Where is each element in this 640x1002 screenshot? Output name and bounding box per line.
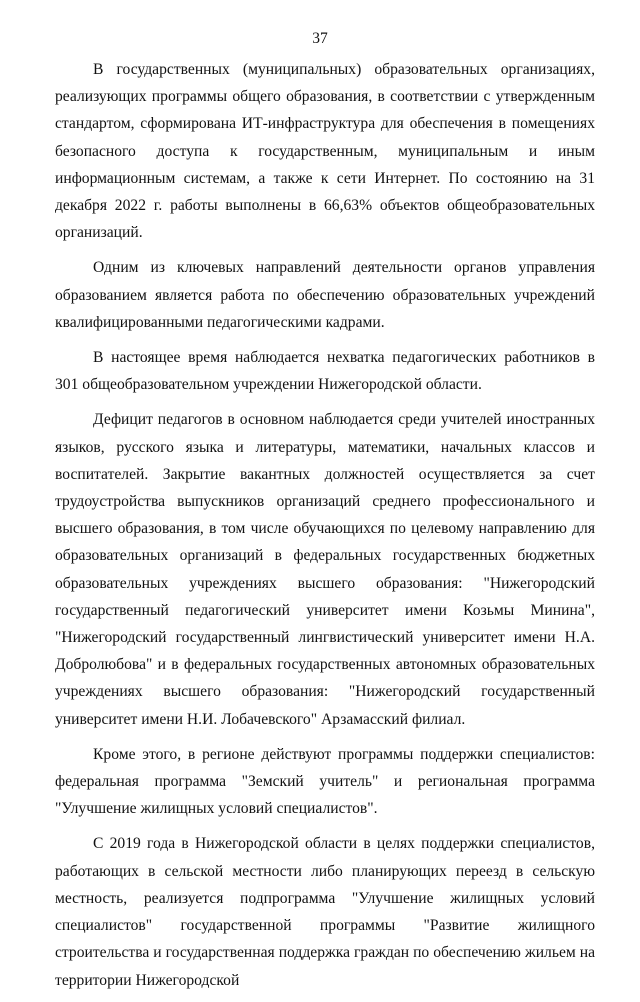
page-number: 37	[312, 30, 328, 47]
paragraph-key-direction: Одним из ключевых направлений деятельности органов управления образованием является работа по обеспечению образовательных учреждений квалифицированными педагогическими кадрами.	[55, 259, 595, 331]
document-body	[55, 56, 595, 1002]
paragraph-teacher-deficit: Дефицит педагогов в основном наблюдается среди учителей иностранных языков, русского языка и литературы, математики, начальных классов и воспитателей. Закрытие вакантных должностей осуществляется за счет трудоустройства выпускников организаций среднего профессионального и высшего образования, в том числе обучающихся по целевому направлению для образовательных организаций в федеральных государственных бюджетных образовательных учреждениях высшего образования: "Нижегородский государственный педагогический университет имени Козьмы Минина", "Нижегородский государственный лингвистический университет имени Н.А. Добролюбова" и в федеральных государственных автономных образовательных учреждениях высшего образования: "Нижегородский государственный университет имени Н.И. Лобачевского" Арзамасский филиал.	[55, 411, 595, 728]
paragraph-it-infrastructure: В государственных (муниципальных) образовательных организациях, реализующих программы общего образования, в соответствии с утвержденным стандартом, сформирована ИТ-инфраструктура для обеспечения в помещениях безопасного доступа к государственным, муниципальным и иным информационным системам, а также к сети Интернет. По состоянию на 31 декабря 2022 г. работы выполнены в 66,63% объектов общеобразовательных организаций.	[55, 61, 595, 242]
paragraph-housing-subprogram: С 2019 года в Нижегородской области в целях поддержки специалистов, работающих в сельской местности либо планирующих переезд в сельскую местность, реализуется подпрограмма "Улучшение жилищных условий специалистов" государственной программы "Развитие жилищного строительства и государственная поддержка граждан по обеспечению жильем на территории Нижегородской	[55, 835, 595, 989]
paragraph-teacher-shortage: В настоящее время наблюдается нехватка педагогических работников в 301 общеобразовательном учреждении Нижегородской области.	[55, 349, 595, 394]
paragraph-support-programs: Кроме этого, в регионе действуют программы поддержки специалистов: федеральная программа "Земский учитель" и региональная программа "Улучшение жилищных условий специалистов".	[55, 745, 595, 818]
